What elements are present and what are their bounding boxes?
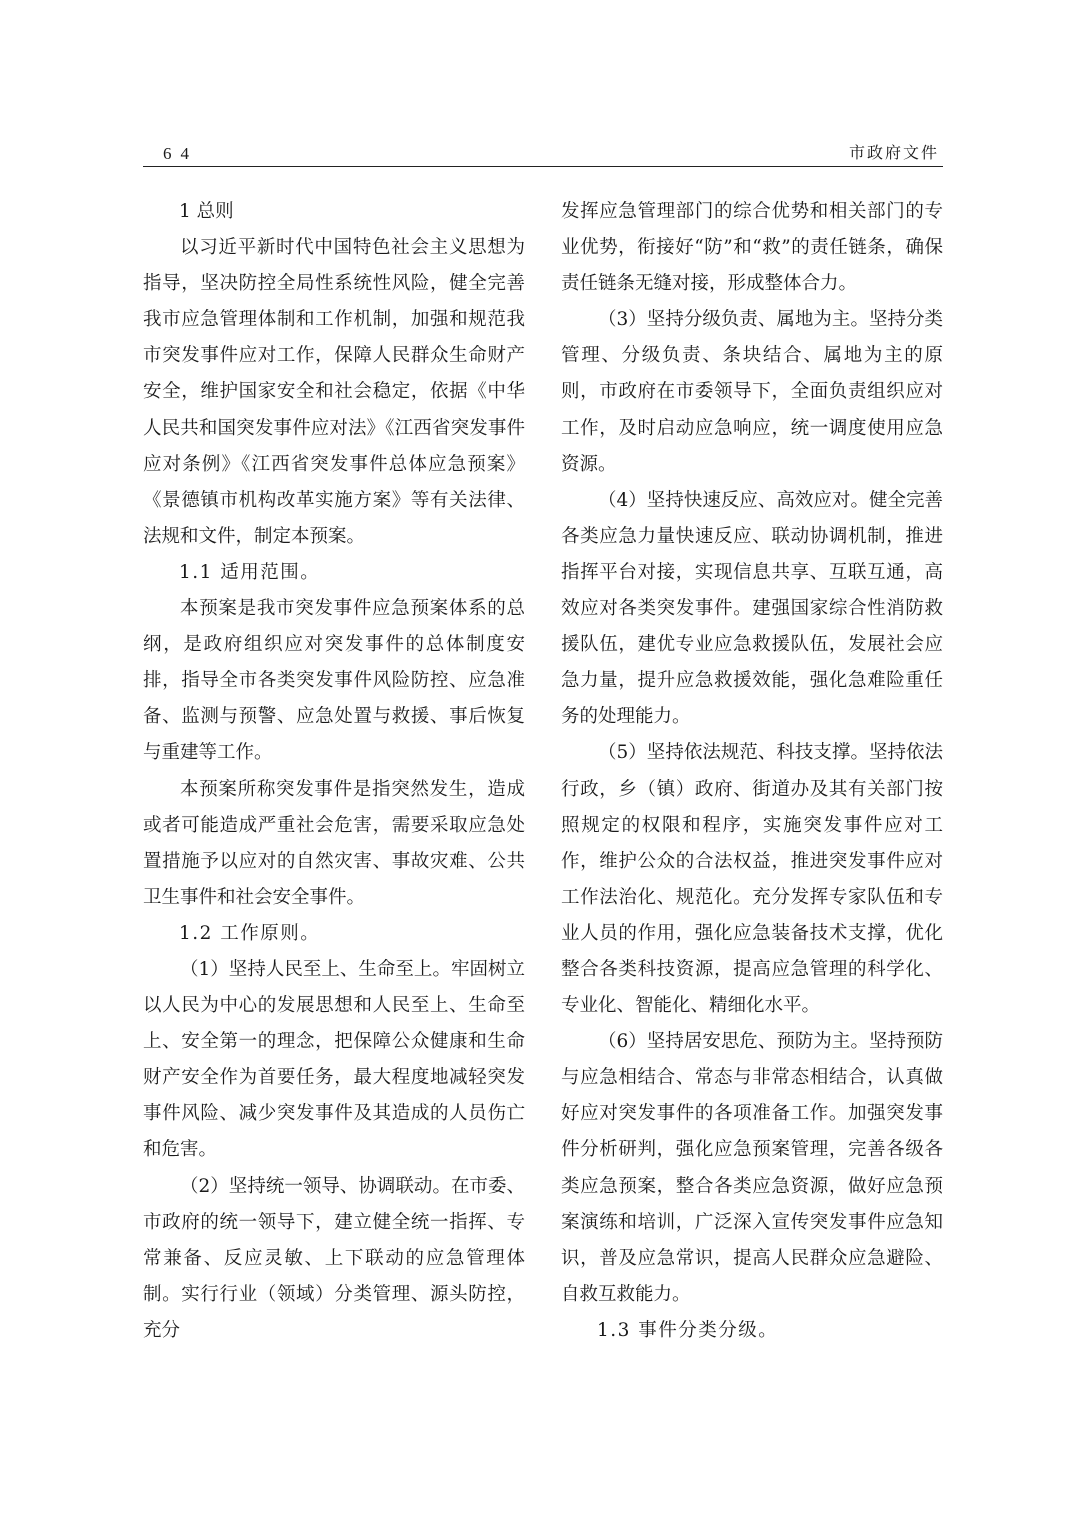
body-paragraph: （4）坚持快速反应、高效应对。健全完善各类应急力量快速反应、联动协调机制，推进指挥平台对接，实现信息共享、互联互通，高效应对各类突发事件。建强国家综合性消防救援队伍，建优专业应急救援队伍，发展社会应急力量，提升应急救援效能，强化急难险重任务的处理能力。 xyxy=(561,489,943,728)
left-column xyxy=(143,194,525,1349)
body-paragraph: 发挥应急管理部门的综合优势和相关部门的专业优势，衔接好“防”和“救”的责任链条，确保责任链条无缝对接，形成整体合力。 xyxy=(561,201,943,295)
header-rule xyxy=(143,166,943,167)
body-paragraph: 本预案是我市突发事件应急预案体系的总纲，是政府组织应对突发事件的总体制度安排，指导全市各类突发事件风险防控、应急准备、监测与预警、应急处置与救援、事后恢复与重建等工作。 xyxy=(143,598,525,764)
body-paragraph: （2）坚持统一领导、协调联动。在市委、市政府的统一领导下，建立健全统一指挥、专常兼备、反应灵敏、上下联动的应急管理体制。实行行业（领域）分类管理、源头防控，充分 xyxy=(143,1175,525,1341)
section-heading: 1.3 事件分类分级。 xyxy=(597,1319,779,1341)
section-heading: 1.1 适用范围。 xyxy=(179,561,321,583)
body-paragraph: （6）坚持居安思危、预防为主。坚持预防与应急相结合、常态与非常态相结合，认真做好应对突发事件的各项准备工作。加强突发事件分析研判，强化应急预案管理，完善各级各类应急预案，整合各类应急资源，做好应急预案演练和培训，广泛深入宣传突发事件应急知识，普及应急常识，提高人民群众应急避险、自救互救能力。 xyxy=(561,1031,943,1305)
page-number: 64 xyxy=(163,144,198,163)
running-header-title: 市政府文件 xyxy=(848,143,939,162)
page-header xyxy=(143,138,943,166)
body-paragraph: （1）坚持人民至上、生命至上。牢固树立以人民为中心的发展思想和人民至上、生命至上、安全第一的理念，把保障公众健康和生命财产安全作为首要任务，最大程度地减轻突发事件风险、减少突发事件及其造成的人员伤亡和危害。 xyxy=(143,958,525,1161)
body-paragraph: 本预案所称突发事件是指突然发生，造成或者可能造成严重社会危害，需要采取应急处置措施予以应对的自然灾害、事故灾难、公共卫生事件和社会安全事件。 xyxy=(143,778,525,908)
body-paragraph: （5）坚持依法规范、科技支撑。坚持依法行政，乡（镇）政府、街道办及其有关部门按照规定的权限和程序，实施突发事件应对工作，维护公众的合法权益，推进突发事件应对工作法治化、规范化。充分发挥专家队伍和专业人员的作用，强化应急装备技术支撑，优化整合各类科技资源，提高应急管理的科学化、专业化、智能化、精细化水平。 xyxy=(561,742,943,1017)
body-paragraph: （3）坚持分级负责、属地为主。坚持分类管理、分级负责、条块结合、属地为主的原则，市政府在市委领导下，全面负责组织应对工作，及时启动应急响应，统一调度使用应急资源。 xyxy=(561,309,943,475)
body-paragraph: 以习近平新时代中国特色社会主义思想为指导，坚决防控全局性系统性风险，健全完善我市应急管理体制和工作机制，加强和规范我市突发事件应对工作，保障人民群众生命财产安全，维护国家安全和社会稳定，依据《中华人民共和国突发事件应对法》《江西省突发事件应对条例》《江西省突发事件总体应急预案》《景德镇市机构改革实施方案》等有关法律、法规和文件，制定本预案。 xyxy=(143,237,525,547)
section-heading: 1 总则 xyxy=(179,201,234,222)
section-heading: 1.2 工作原则。 xyxy=(179,922,321,944)
right-column xyxy=(561,194,943,1349)
